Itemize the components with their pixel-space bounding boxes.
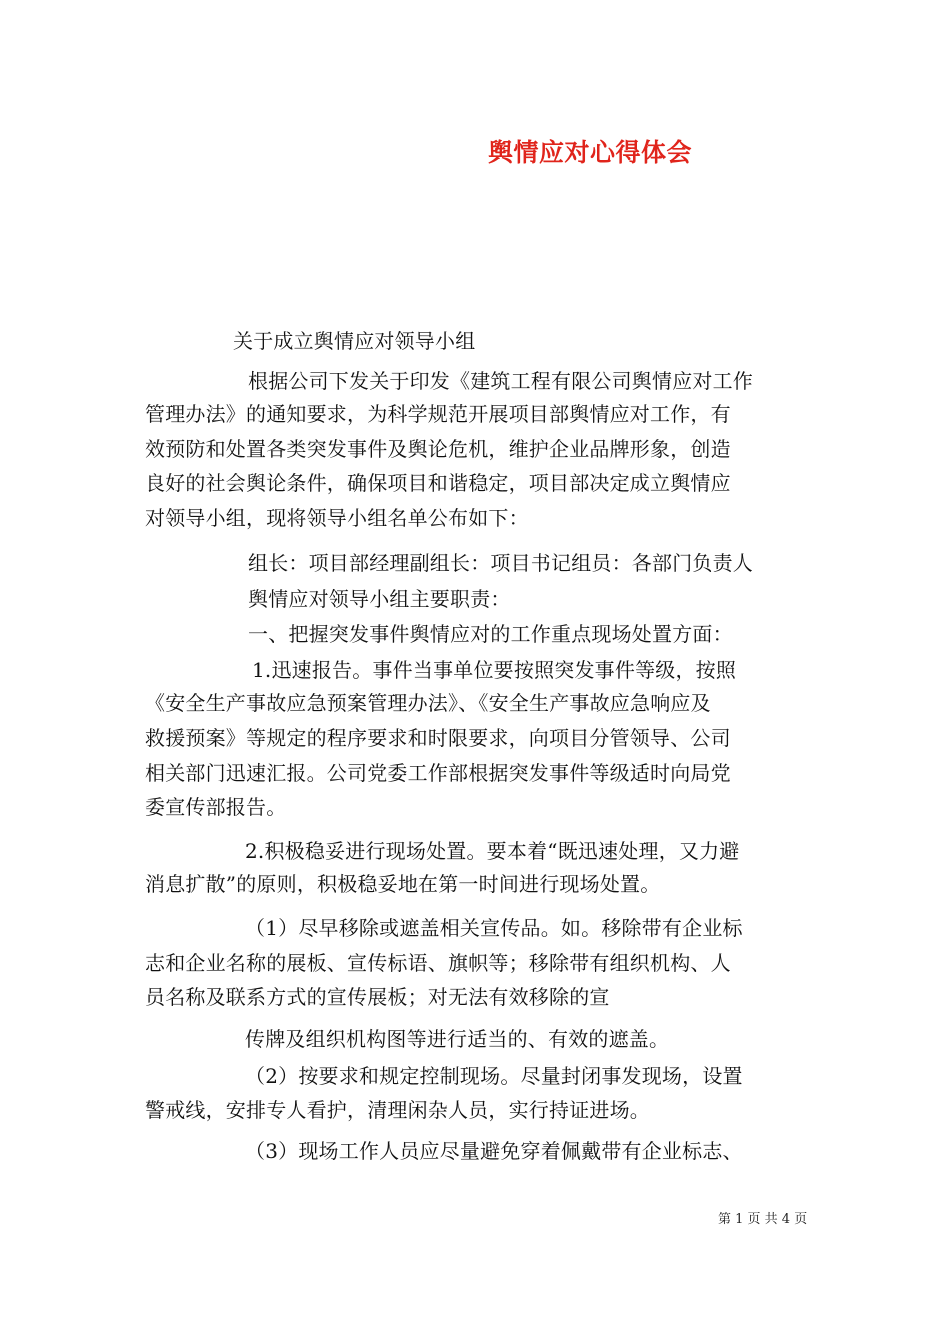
paragraph-line: 委宣传部报告。: [145, 795, 287, 819]
paragraph-line: 消息扩散”的原则，积极稳妥地在第一时间进行现场处置。: [145, 872, 661, 896]
paragraph-line: 警戒线，安排专人看护，清理闲杂人员，实行持证进场。: [145, 1098, 650, 1122]
page-number: 第 1 页 共 4 页: [718, 1212, 808, 1227]
paragraph-line: 舆情应对领导小组主要职责：: [248, 587, 511, 611]
paragraph-line: 员名称及联系方式的宣传展板；对无法有效移除的宣: [145, 985, 610, 1009]
section-heading: 关于成立舆情应对领导小组: [233, 329, 476, 353]
paragraph-line: （1）尽早移除或遮盖相关宣传品。如。移除带有企业标: [245, 916, 743, 940]
paragraph-line: 效预防和处置各类突发事件及舆论危机，维护企业品牌形象，创造: [145, 437, 731, 461]
paragraph-line: 传牌及组织机构图等进行适当的、有效的遮盖。: [245, 1027, 670, 1051]
paragraph-line: 相关部门迅速汇报。公司党委工作部根据突发事件等级适时向局党: [145, 761, 731, 785]
paragraph-line: 根据公司下发关于印发《建筑工程有限公司舆情应对工作: [248, 369, 753, 393]
paragraph-line: 管理办法》的通知要求，为科学规范开展项目部舆情应对工作，有: [145, 402, 731, 426]
paragraph-line: 良好的社会舆论条件，确保项目和谐稳定，项目部决定成立舆情应: [145, 471, 731, 495]
paragraph-line: （3）现场工作人员应尽量避免穿着佩戴带有企业标志、: [245, 1139, 743, 1163]
paragraph-line: 志和企业名称的展板、宣传标语、旗帜等；移除带有组织机构、人: [145, 951, 731, 975]
paragraph-line: 《安全生产事故应急预案管理办法》、《安全生产事故应急响应及: [145, 691, 711, 715]
paragraph-line: 对领导小组，现将领导小组名单公布如下：: [145, 506, 529, 530]
paragraph-line: 组长：项目部经理副组长：项目书记组员：各部门负责人: [248, 551, 753, 575]
paragraph-line: 2.积极稳妥进行现场处置。要本着“既迅速处理，又力避: [245, 839, 740, 863]
paragraph-line: （2）按要求和规定控制现场。尽量封闭事发现场，设置: [245, 1064, 743, 1088]
paragraph-line: 救援预案》等规定的程序要求和时限要求，向项目分管领导、公司: [145, 726, 731, 750]
paragraph-line: 1.迅速报告。事件当事单位要按照突发事件等级，按照: [252, 658, 737, 682]
paragraph-line: 一、把握突发事件舆情应对的工作重点现场处置方面：: [248, 622, 733, 646]
document-title: 舆情应对心得体会: [487, 138, 692, 167]
